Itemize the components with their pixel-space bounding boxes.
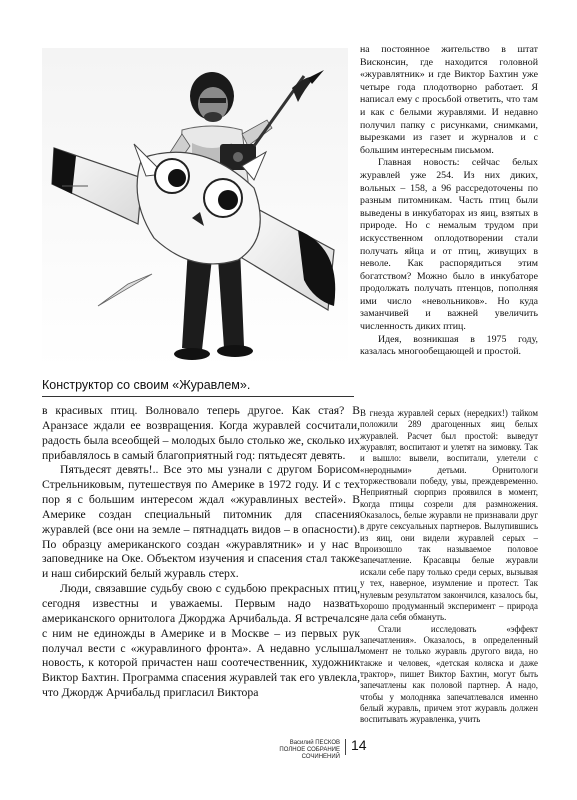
page-number: 14 xyxy=(351,737,367,753)
paragraph: Идея, возникшая в 1975 году, казалась многообещающей и простой. xyxy=(360,333,538,358)
paragraph: Главная новость: сейчас белых журавлей уже 254. Из них диких, вольных – 158, а 96 рассредоточены по разным питомникам. Часть птиц были выведены в инкубаторах из яиц, взятых в природе. Но с немалым трудом при искусственном оплодотворении стали получать яйца и от птиц, живущих в неволе. Как распорядиться этим богатством? Можно было в инкубаторе продолжать получать птенцов, пополняя ими число «невольников». Но куда заманчивей и важней увеличить численность диких птиц. xyxy=(360,157,538,333)
paragraph: В гнезда журавлей серых (нередких!) тайком положили 289 драгоценных яиц белых журавлей. Расчет был простой: выведут журавлят, воспитают и улетят на зимовку. Так и вышло: вывели, воспитали, улетели с «неродными» детьми. Орнитологи торжествовали победу, увы, преждевременно. Неприятный сюрприз проявился в момент, когда птицы созрели для размножения. Оказалось, белые журавли не признавали друг в друге сексуальных партнеров. Вылупившись из яиц, они видели журавлей серых – произошло так называемое половое запечатление. Красавцы белые журавли искали себе пару только среди серых, вызывая у тех, наверное, изумление и протест. Так нулевым результатом закончился, казалось бы, хорошо продуманный эксперимент – природа не дала себя обмануть. xyxy=(360,408,538,623)
photo-caption: Конструктор со своим «Журавлем». xyxy=(42,378,251,392)
photo-constructor-with-crane-kite xyxy=(42,48,348,370)
page-footer xyxy=(42,739,540,759)
right-column-bottom xyxy=(360,408,538,726)
collection-title: ПОЛНОЕ СОБРАНИЕ СОЧИНЕНИЙ xyxy=(279,747,340,760)
author-name: Василий ПЕСКОВ xyxy=(289,740,340,746)
paragraph: Пятьдесят девять!.. Все это мы узнали с другом Борисом Стрельниковым, путешествуя по Америке в 1972 году. И с тех пор я с большим интересом ждал «журавлиных вестей». В Америке создан специальный питомник для спасения журавлей (все они на земле – пятнадцать видов – в опасности). По образцу американского создан «журавлятник» и у нас в заповеднике на Оке. Объектом изучения и спасения стал также и наш сибирский белый журавль стерх. xyxy=(42,463,360,581)
left-column xyxy=(42,404,360,701)
footer-divider xyxy=(345,739,346,755)
paragraph: в красивых птиц. Волновало теперь другое. Как стая? В Аранзасе ждали ее возвращения. Когда журавлей сосчитали, радость была всеобщей – молодых было столько же, сколько их прибавлялось в самый благоприятный год: пятьдесят девять. xyxy=(42,404,360,462)
paragraph: на постоянное жительство в штат Висконсин, где находится головной «журавлятник» и где Виктор Бахтин уже четыре года плодотворно работает. Я написал ему с просьбой ответить, что там и как с белыми журавлями. И недавно получил папку с рисунками, снимками, вырезками из газет и журналов и с большим интересным письмом. xyxy=(360,44,538,156)
right-column-top xyxy=(360,44,538,359)
paragraph: Люди, связавшие судьбу свою с судьбою прекрасных птиц, сегодня известны и уважаемы. Первым надо назвать американского орнитолога Джорджа Арчибальда. Я встречался с ним не единожды в Америке и в Москве – из первых рук получал вести с «журавлиного фронта». А недавно услышал новость, к которой причастен наш соотечественник, художник Виктор Бахтин. Программа спасения журавлей так его увлекла, что Джордж Арчибальд пригласил Виктора xyxy=(42,582,360,700)
footer-author xyxy=(240,740,340,761)
caption-divider xyxy=(42,396,354,397)
paragraph: Стали исследовать «эффект запечатления». Оказалось, в определенный момент не только журавль другого вида, но также и человек, «детская коляска и даже трактор», пишет Виктор Бахтин, могут быть запечатлены как половой партнер. А надо, чтобы у молодняка запечатлевался именно белый журавль, причем этот журавль должен воспитывать журавленка, учить xyxy=(360,623,538,725)
crane-kite-illustration xyxy=(42,48,348,370)
